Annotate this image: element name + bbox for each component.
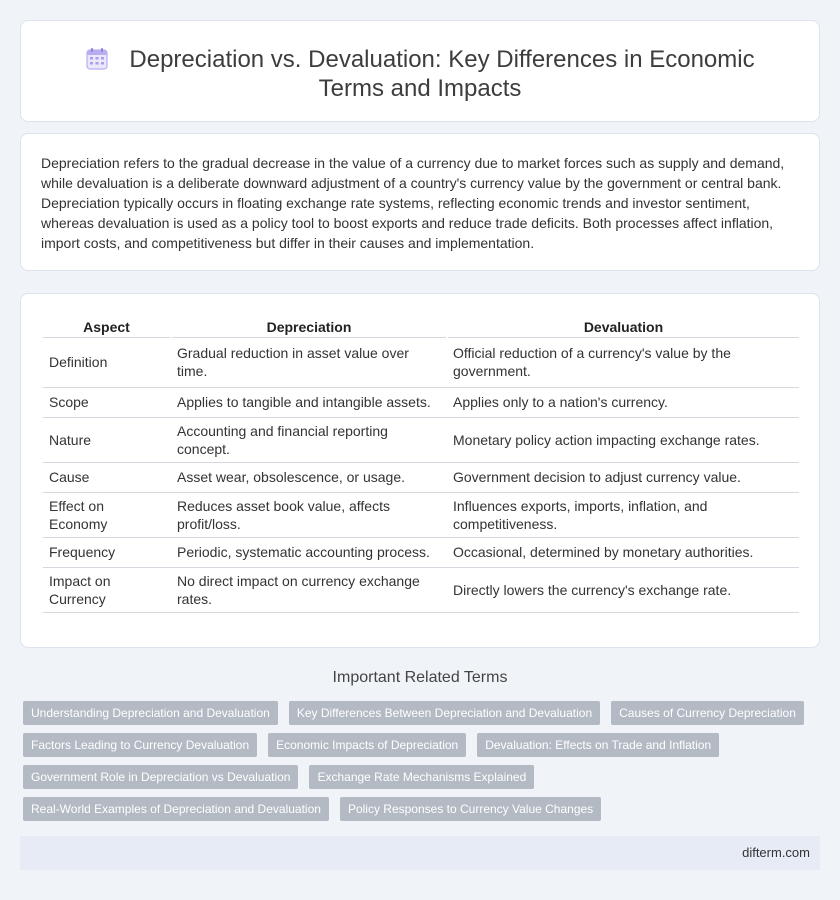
comparison-table xyxy=(43,316,799,613)
page-title-wrap xyxy=(21,45,819,103)
cell-devaluation: Monetary policy action impacting exchange rates. xyxy=(447,417,799,462)
cell-depreciation: Applies to tangible and intangible assets. xyxy=(171,387,447,417)
column-header-devaluation: Devaluation xyxy=(447,316,799,337)
cell-devaluation: Official reduction of a currency's value by the government. xyxy=(447,337,799,387)
tag-row xyxy=(23,797,813,829)
cell-depreciation: Accounting and financial reporting concept. xyxy=(171,417,447,462)
cell-devaluation: Influences exports, imports, inflation, and competitiveness. xyxy=(447,492,799,537)
tag-row xyxy=(23,733,813,765)
related-term-tag[interactable]: Understanding Depreciation and Devaluation xyxy=(23,701,278,725)
related-term-tag[interactable]: Economic Impacts of Depreciation xyxy=(268,733,466,757)
cell-aspect: Nature xyxy=(43,417,171,462)
page-title: Depreciation vs. Devaluation: Key Differences in Economic Terms and Impacts xyxy=(129,46,755,102)
cell-aspect: Impact on Currency xyxy=(43,567,171,612)
footer-bar xyxy=(20,836,820,870)
related-term-tag[interactable]: Real-World Examples of Depreciation and Devaluation xyxy=(23,797,329,821)
cell-devaluation: Government decision to adjust currency value. xyxy=(447,462,799,492)
cell-depreciation: Reduces asset book value, affects profit/loss. xyxy=(171,492,447,537)
column-header-aspect: Aspect xyxy=(43,316,171,337)
column-header-depreciation: Depreciation xyxy=(171,316,447,337)
cell-devaluation: Applies only to a nation's currency. xyxy=(447,387,799,417)
related-term-tag[interactable]: Exchange Rate Mechanisms Explained xyxy=(309,765,534,789)
cell-aspect: Definition xyxy=(43,337,171,387)
cell-devaluation: Directly lowers the currency's exchange rate. xyxy=(447,567,799,612)
related-term-tag[interactable]: Factors Leading to Currency Devaluation xyxy=(23,733,257,757)
table-header-row xyxy=(43,316,799,337)
header-card xyxy=(20,20,820,122)
cell-devaluation: Occasional, determined by monetary authorities. xyxy=(447,537,799,567)
table-row xyxy=(43,462,799,492)
cell-aspect: Scope xyxy=(43,387,171,417)
related-term-tag[interactable]: Key Differences Between Depreciation and Devaluation xyxy=(289,701,600,725)
related-term-tag[interactable]: Devaluation: Effects on Trade and Inflation xyxy=(477,733,719,757)
footer-site-link[interactable]: difterm.com xyxy=(742,845,810,860)
related-term-tag[interactable]: Policy Responses to Currency Value Changes xyxy=(340,797,601,821)
tag-row xyxy=(23,765,813,797)
table-row xyxy=(43,417,799,462)
cell-depreciation: Gradual reduction in asset value over time. xyxy=(171,337,447,387)
tag-row xyxy=(23,701,813,733)
intro-card xyxy=(20,133,820,271)
cell-aspect: Cause xyxy=(43,462,171,492)
related-terms-tags xyxy=(23,701,813,829)
table-row xyxy=(43,337,799,387)
intro-paragraph: Depreciation refers to the gradual decrease in the value of a currency due to market forces such as supply and demand, while devaluation is a deliberate downward adjustment of a country's currency value by the government or central bank. Depreciation typically occurs in floating exchange rate systems, reflecting economic trends and investor sentiment, whereas devaluation is used as a policy tool to boost exports and reduce trade deficits. Both processes affect inflation, import costs, and competitiveness but differ in their causes and implementation. xyxy=(41,155,785,251)
table-row xyxy=(43,567,799,612)
table-row xyxy=(43,492,799,537)
table-row xyxy=(43,387,799,417)
cell-depreciation: Asset wear, obsolescence, or usage. xyxy=(171,462,447,492)
calendar-icon xyxy=(85,47,109,71)
cell-depreciation: Periodic, systematic accounting process. xyxy=(171,537,447,567)
related-terms-heading: Important Related Terms xyxy=(332,669,508,686)
related-term-tag[interactable]: Government Role in Depreciation vs Devaluation xyxy=(23,765,298,789)
cell-aspect: Frequency xyxy=(43,537,171,567)
table-row xyxy=(43,537,799,567)
related-term-tag[interactable]: Causes of Currency Depreciation xyxy=(611,701,804,725)
cell-depreciation: No direct impact on currency exchange rates. xyxy=(171,567,447,612)
comparison-table-card xyxy=(20,293,820,648)
cell-aspect: Effect on Economy xyxy=(43,492,171,537)
